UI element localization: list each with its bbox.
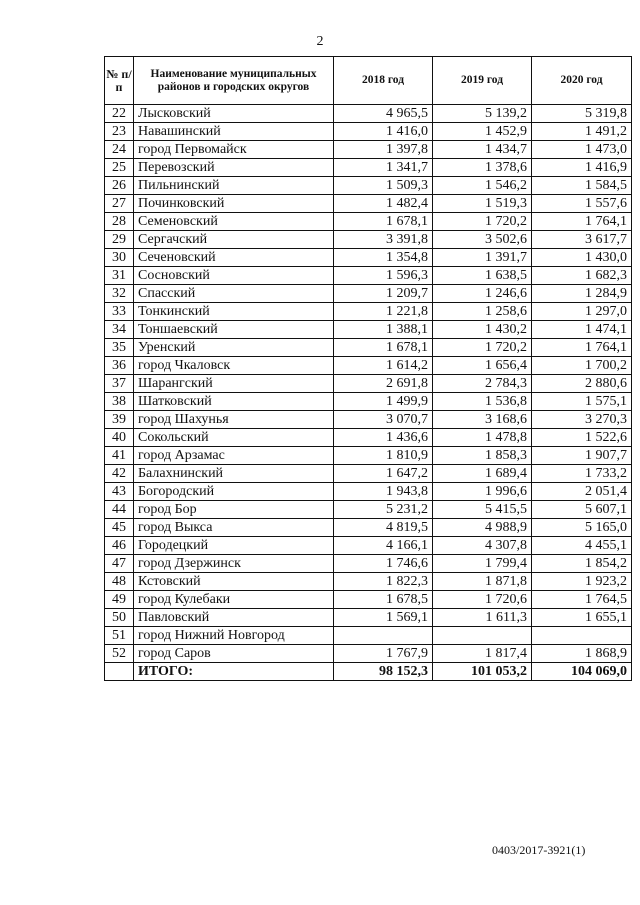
row-name: Городецкий	[134, 537, 334, 555]
row-number: 37	[105, 375, 134, 393]
row-value-2018: 1 810,9	[334, 447, 433, 465]
table-row	[105, 555, 632, 573]
row-name: Перевозский	[134, 159, 334, 177]
row-value-2018: 1 614,2	[334, 357, 433, 375]
row-value-2018: 2 691,8	[334, 375, 433, 393]
row-name: Тоншаевский	[134, 321, 334, 339]
row-name: город Дзержинск	[134, 555, 334, 573]
row-value-2020: 1 733,2	[532, 465, 632, 483]
row-value-2020: 1 284,9	[532, 285, 632, 303]
table-row	[105, 447, 632, 465]
table-row	[105, 429, 632, 447]
row-value-2019: 1 434,7	[433, 141, 532, 159]
row-number: 34	[105, 321, 134, 339]
row-value-2019: 4 988,9	[433, 519, 532, 537]
table-row	[105, 483, 632, 501]
row-number: 31	[105, 267, 134, 285]
row-name: Семеновский	[134, 213, 334, 231]
row-value-2020: 1 682,3	[532, 267, 632, 285]
table-row	[105, 123, 632, 141]
table-row	[105, 357, 632, 375]
row-value-2020: 1 584,5	[532, 177, 632, 195]
row-name: Шарангский	[134, 375, 334, 393]
row-number: 27	[105, 195, 134, 213]
row-value-2019: 1 536,8	[433, 393, 532, 411]
table-row	[105, 195, 632, 213]
row-number: 49	[105, 591, 134, 609]
row-value-2018: 1 767,9	[334, 645, 433, 663]
table-row	[105, 375, 632, 393]
row-value-2018: 1 678,1	[334, 213, 433, 231]
row-name: Шатковский	[134, 393, 334, 411]
row-value-2020: 1 907,7	[532, 447, 632, 465]
row-value-2020: 3 617,7	[532, 231, 632, 249]
row-value-2019: 2 784,3	[433, 375, 532, 393]
row-number: 26	[105, 177, 134, 195]
row-value-2018: 4 965,5	[334, 105, 433, 123]
row-value-2018: 1 341,7	[334, 159, 433, 177]
row-number: 23	[105, 123, 134, 141]
header-2018: 2018 год	[334, 57, 433, 105]
row-value-2019: 1 378,6	[433, 159, 532, 177]
row-number: 43	[105, 483, 134, 501]
row-name: Сокольский	[134, 429, 334, 447]
row-name: город Нижний Новгород	[134, 627, 334, 645]
total-row	[105, 663, 632, 681]
row-name: Богородский	[134, 483, 334, 501]
row-value-2019: 1 858,3	[433, 447, 532, 465]
row-name: Павловский	[134, 609, 334, 627]
table-row	[105, 321, 632, 339]
row-value-2020: 2 051,4	[532, 483, 632, 501]
row-value-2020: 1 575,1	[532, 393, 632, 411]
table-row	[105, 465, 632, 483]
row-value-2020: 1 655,1	[532, 609, 632, 627]
row-value-2019: 1 638,5	[433, 267, 532, 285]
row-number: 41	[105, 447, 134, 465]
row-value-2019: 1 452,9	[433, 123, 532, 141]
row-name: Кстовский	[134, 573, 334, 591]
table-row	[105, 339, 632, 357]
row-value-2020: 1 764,1	[532, 339, 632, 357]
row-value-2018: 1 397,8	[334, 141, 433, 159]
row-value-2019: 1 246,6	[433, 285, 532, 303]
row-value-2018: 3 391,8	[334, 231, 433, 249]
row-name: город Шахунья	[134, 411, 334, 429]
row-value-2018: 1 822,3	[334, 573, 433, 591]
row-name: город Кулебаки	[134, 591, 334, 609]
table-row	[105, 285, 632, 303]
row-value-2018: 1 746,6	[334, 555, 433, 573]
table-row	[105, 393, 632, 411]
row-value-2020	[532, 627, 632, 645]
table-row	[105, 249, 632, 267]
row-number: 44	[105, 501, 134, 519]
row-value-2018: 3 070,7	[334, 411, 433, 429]
row-value-2018: 1 482,4	[334, 195, 433, 213]
row-value-2018: 1 569,1	[334, 609, 433, 627]
row-number: 48	[105, 573, 134, 591]
row-value-2019: 1 799,4	[433, 555, 532, 573]
row-value-2020: 1 557,6	[532, 195, 632, 213]
row-value-2019: 5 415,5	[433, 501, 532, 519]
document-code: 0403/2017-3921(1)	[492, 843, 586, 857]
row-name: Уренский	[134, 339, 334, 357]
row-value-2019: 1 720,2	[433, 213, 532, 231]
row-number: 45	[105, 519, 134, 537]
row-value-2018: 1 678,1	[334, 339, 433, 357]
row-name: Сергачский	[134, 231, 334, 249]
row-name: Починковский	[134, 195, 334, 213]
row-name: город Первомайск	[134, 141, 334, 159]
row-value-2018: 1 388,1	[334, 321, 433, 339]
row-value-2019: 1 546,2	[433, 177, 532, 195]
table-row	[105, 645, 632, 663]
total-index-cell	[105, 663, 134, 681]
row-name: Пильнинский	[134, 177, 334, 195]
row-value-2019: 1 430,2	[433, 321, 532, 339]
row-name: Лысковский	[134, 105, 334, 123]
row-value-2020: 1 473,0	[532, 141, 632, 159]
table-row	[105, 213, 632, 231]
row-value-2019: 1 611,3	[433, 609, 532, 627]
row-value-2019: 1 478,8	[433, 429, 532, 447]
row-number: 33	[105, 303, 134, 321]
budget-table	[104, 56, 632, 681]
row-value-2019: 5 139,2	[433, 105, 532, 123]
row-value-2019: 3 502,6	[433, 231, 532, 249]
table-row	[105, 303, 632, 321]
row-value-2019: 1 996,6	[433, 483, 532, 501]
row-value-2020: 5 319,8	[532, 105, 632, 123]
row-value-2018: 1 209,7	[334, 285, 433, 303]
row-value-2020: 1 474,1	[532, 321, 632, 339]
row-value-2020: 2 880,6	[532, 375, 632, 393]
row-number: 38	[105, 393, 134, 411]
row-value-2018: 1 509,3	[334, 177, 433, 195]
total-2018: 98 152,3	[334, 663, 433, 681]
row-value-2019: 1 519,3	[433, 195, 532, 213]
total-label: ИТОГО:	[134, 663, 334, 681]
row-value-2020: 5 165,0	[532, 519, 632, 537]
table-body	[105, 105, 632, 663]
row-number: 29	[105, 231, 134, 249]
table-row	[105, 519, 632, 537]
row-number: 40	[105, 429, 134, 447]
row-name: Спасский	[134, 285, 334, 303]
table-row	[105, 177, 632, 195]
table-row	[105, 141, 632, 159]
row-value-2020: 3 270,3	[532, 411, 632, 429]
row-number: 22	[105, 105, 134, 123]
row-value-2019: 3 168,6	[433, 411, 532, 429]
table-row	[105, 537, 632, 555]
row-value-2020: 1 430,0	[532, 249, 632, 267]
row-value-2019: 1 871,8	[433, 573, 532, 591]
row-value-2020: 1 700,2	[532, 357, 632, 375]
row-name: Сеченовский	[134, 249, 334, 267]
row-number: 51	[105, 627, 134, 645]
row-number: 32	[105, 285, 134, 303]
row-value-2020: 1 416,9	[532, 159, 632, 177]
row-name: город Бор	[134, 501, 334, 519]
row-value-2019: 1 720,2	[433, 339, 532, 357]
row-value-2020: 1 491,2	[532, 123, 632, 141]
row-name: Навашинский	[134, 123, 334, 141]
row-value-2018: 4 819,5	[334, 519, 433, 537]
row-value-2020: 1 764,1	[532, 213, 632, 231]
row-number: 30	[105, 249, 134, 267]
row-value-2018: 1 354,8	[334, 249, 433, 267]
table-row	[105, 591, 632, 609]
table-row	[105, 105, 632, 123]
table-row	[105, 627, 632, 645]
row-name: город Чкаловск	[134, 357, 334, 375]
page-number: 2	[316, 34, 324, 49]
row-number: 24	[105, 141, 134, 159]
row-value-2020: 1 923,2	[532, 573, 632, 591]
row-value-2019: 1 817,4	[433, 645, 532, 663]
row-value-2020: 1 297,0	[532, 303, 632, 321]
row-number: 39	[105, 411, 134, 429]
row-number: 50	[105, 609, 134, 627]
total-2020: 104 069,0	[532, 663, 632, 681]
row-value-2020: 1 764,5	[532, 591, 632, 609]
row-name: город Выкса	[134, 519, 334, 537]
row-value-2019: 1 258,6	[433, 303, 532, 321]
row-value-2020: 1 868,9	[532, 645, 632, 663]
header-2020: 2020 год	[532, 57, 632, 105]
row-number: 42	[105, 465, 134, 483]
row-value-2018: 5 231,2	[334, 501, 433, 519]
table-row	[105, 573, 632, 591]
row-value-2018: 1 678,5	[334, 591, 433, 609]
row-value-2018: 1 647,2	[334, 465, 433, 483]
total-2019: 101 053,2	[433, 663, 532, 681]
row-number: 47	[105, 555, 134, 573]
row-number: 28	[105, 213, 134, 231]
row-value-2020: 1 854,2	[532, 555, 632, 573]
row-value-2018: 1 436,6	[334, 429, 433, 447]
table-header-row	[105, 57, 632, 105]
row-value-2018: 1 416,0	[334, 123, 433, 141]
row-name: город Арзамас	[134, 447, 334, 465]
row-value-2019: 1 391,7	[433, 249, 532, 267]
table-row	[105, 159, 632, 177]
row-name: Балахнинский	[134, 465, 334, 483]
table-row	[105, 231, 632, 249]
header-2019: 2019 год	[433, 57, 532, 105]
table-row	[105, 267, 632, 285]
row-value-2020: 4 455,1	[532, 537, 632, 555]
table-row	[105, 501, 632, 519]
row-number: 46	[105, 537, 134, 555]
row-value-2020: 1 522,6	[532, 429, 632, 447]
table-row	[105, 411, 632, 429]
row-value-2018: 1 221,8	[334, 303, 433, 321]
row-number: 36	[105, 357, 134, 375]
row-value-2019: 1 656,4	[433, 357, 532, 375]
row-value-2020: 5 607,1	[532, 501, 632, 519]
row-name: Тонкинский	[134, 303, 334, 321]
row-name: город Саров	[134, 645, 334, 663]
header-name: Наименование муниципальных районов и городских округов	[134, 57, 334, 105]
table-row	[105, 609, 632, 627]
row-value-2018	[334, 627, 433, 645]
row-value-2018: 1 596,3	[334, 267, 433, 285]
row-value-2019: 4 307,8	[433, 537, 532, 555]
row-value-2019: 1 720,6	[433, 591, 532, 609]
row-value-2018: 4 166,1	[334, 537, 433, 555]
row-value-2018: 1 499,9	[334, 393, 433, 411]
row-value-2018: 1 943,8	[334, 483, 433, 501]
row-number: 35	[105, 339, 134, 357]
row-name: Сосновский	[134, 267, 334, 285]
row-value-2019	[433, 627, 532, 645]
row-number: 52	[105, 645, 134, 663]
row-value-2019: 1 689,4	[433, 465, 532, 483]
header-number: № п/п	[105, 57, 134, 105]
row-number: 25	[105, 159, 134, 177]
